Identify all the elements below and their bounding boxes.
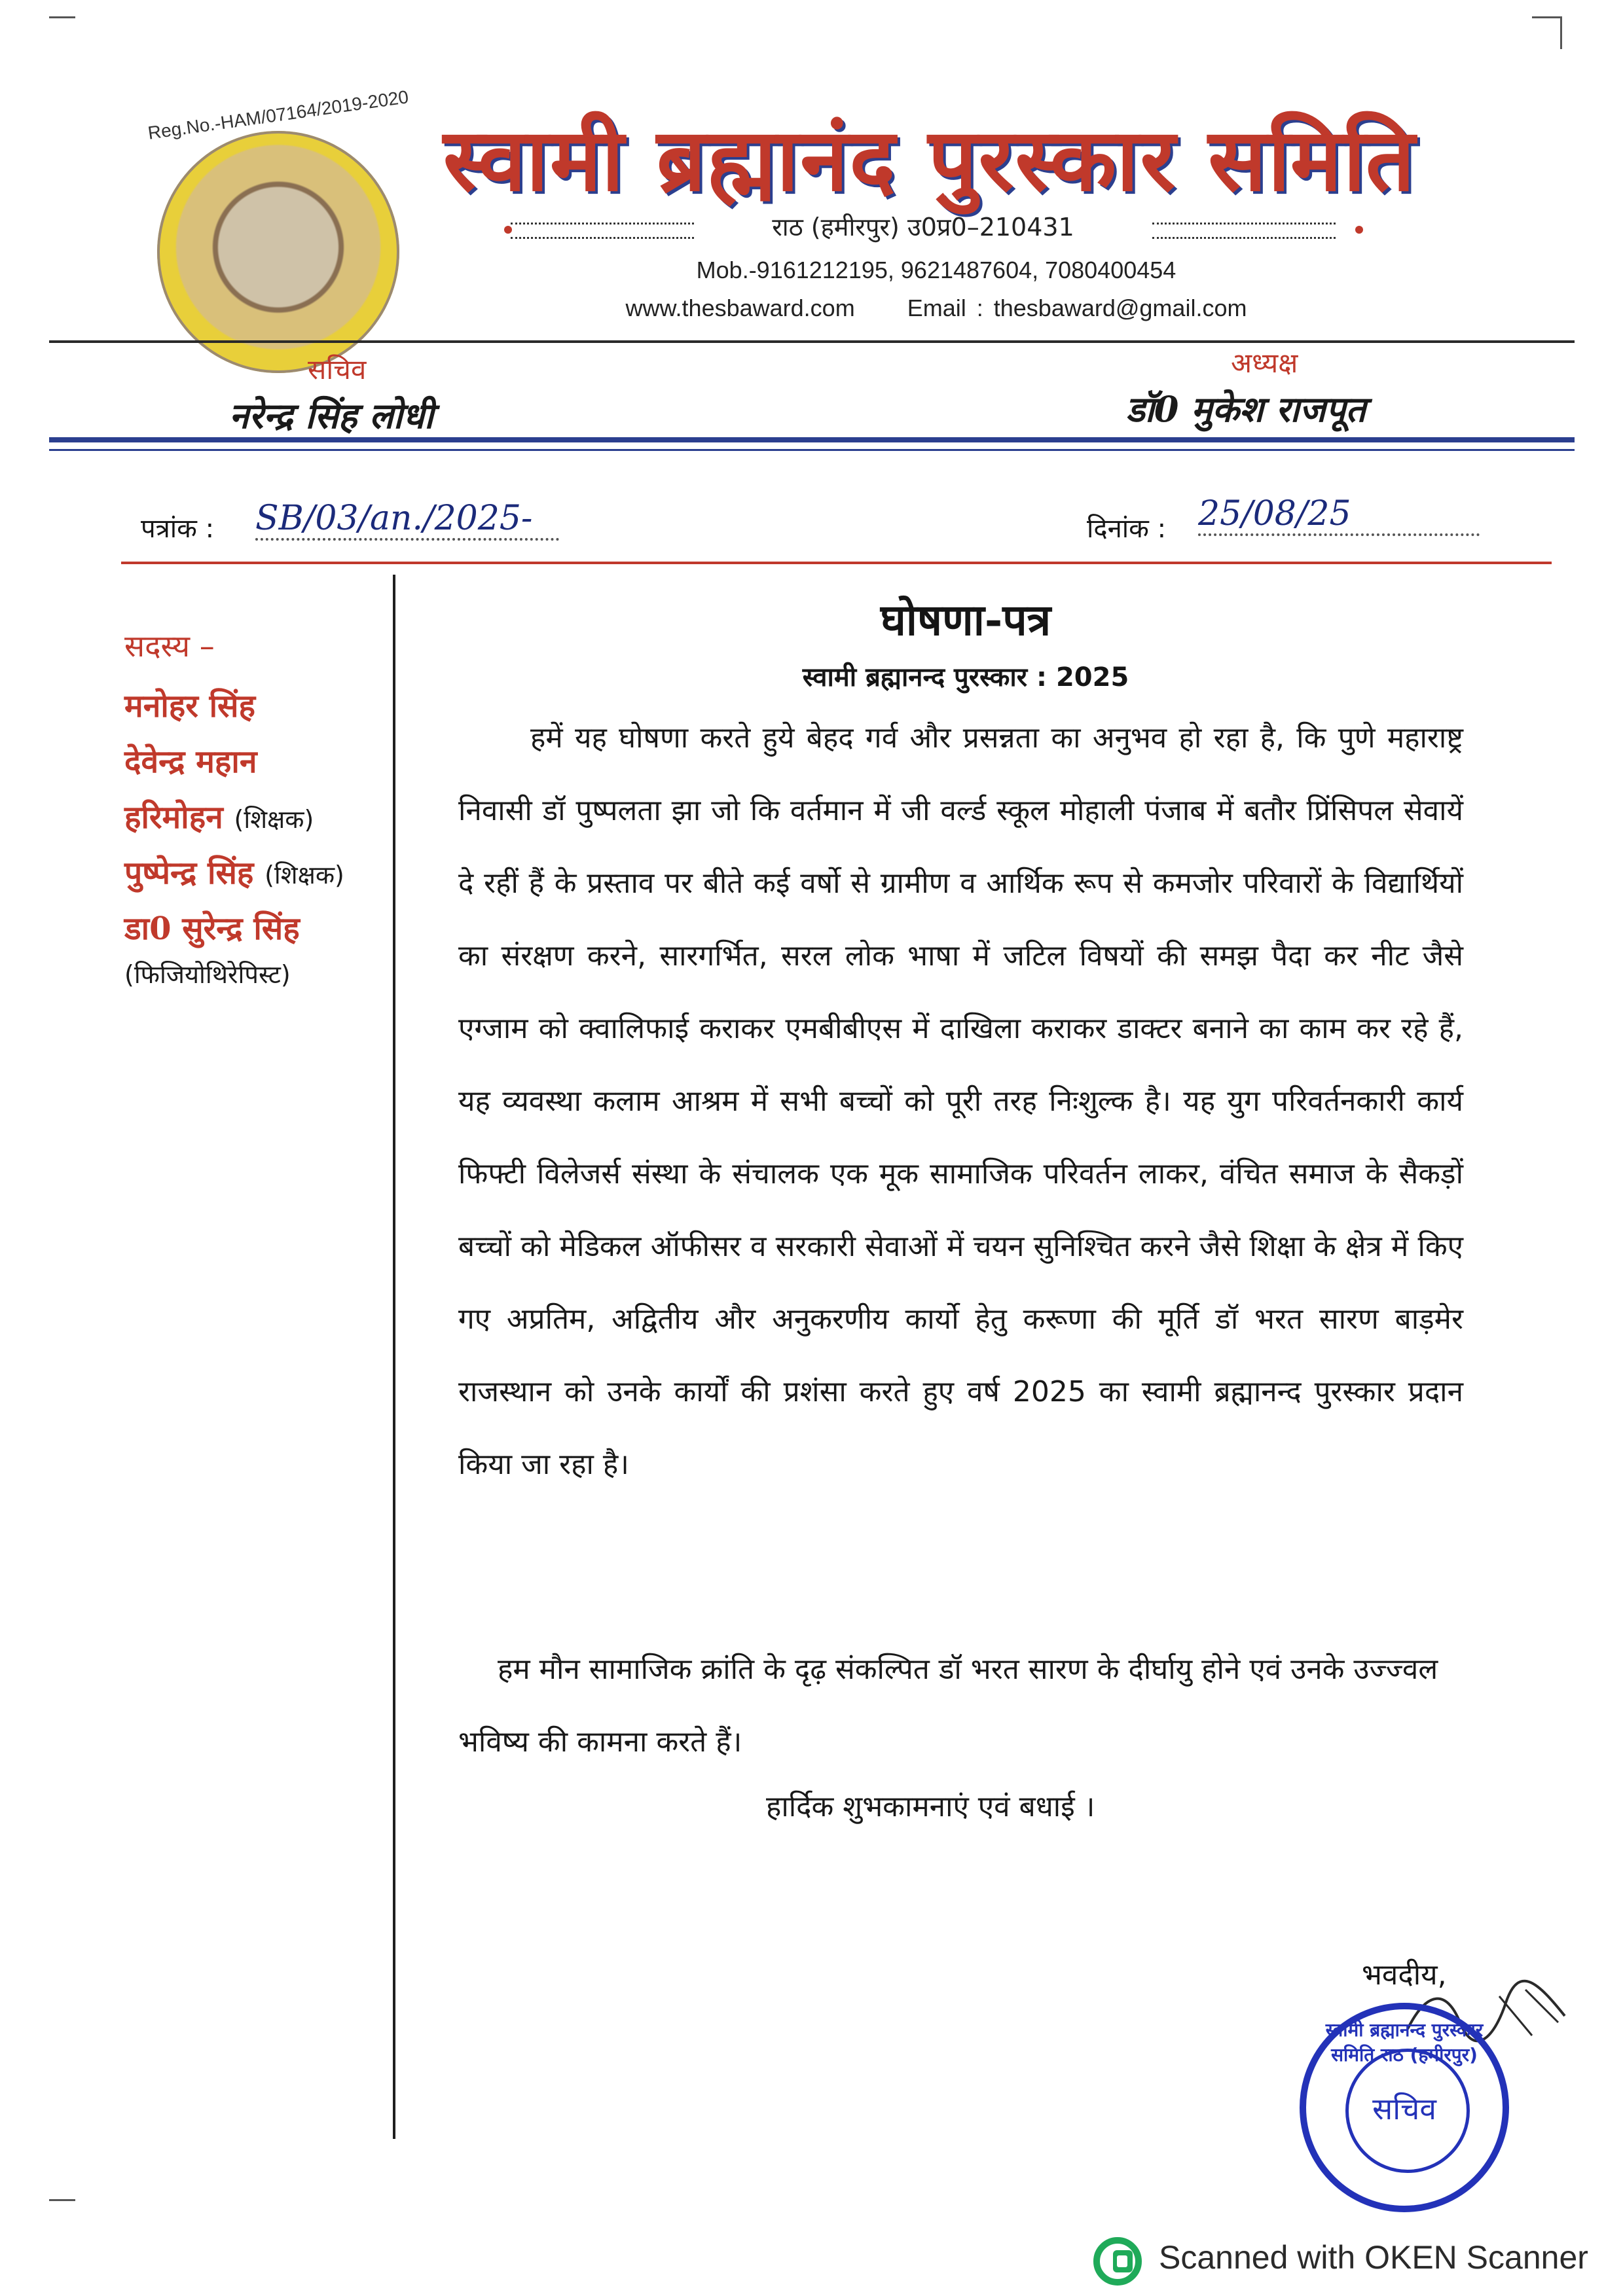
reference-number-label: पत्रांक : — [141, 514, 215, 544]
member-item — [124, 795, 314, 838]
organization-name: स्वामी ब्रह्मानंद पुरस्कार समिति — [443, 109, 1417, 211]
header-double-rule — [49, 449, 1575, 451]
scanner-watermark: Scanned with OKEN Scanner — [1159, 2239, 1588, 2276]
scan-corner-mark — [1532, 16, 1561, 18]
member-name: पुष्पेन्द्र सिंह — [124, 855, 254, 891]
member-name: देवेन्द्र महान — [124, 744, 257, 780]
secretary-stamp — [1300, 2003, 1509, 2212]
scan-corner-mark — [49, 16, 75, 18]
member-item — [124, 851, 344, 893]
email-link[interactable]: thesbaward@gmail.com — [993, 295, 1247, 321]
member-item — [124, 740, 257, 782]
organization-seal-logo — [146, 86, 410, 373]
organization-contact-web — [498, 295, 1375, 322]
sign-off: भवदीय, — [1362, 1958, 1447, 1992]
oken-scanner-logo-icon — [1093, 2237, 1142, 2286]
member-name: मनोहर सिंह — [124, 688, 255, 725]
decorative-bullet — [1355, 226, 1363, 234]
organization-phone-numbers: Mob.-9161212195, 9621487604, 7080400454 — [696, 257, 1176, 283]
secretary-title: सचिव — [308, 353, 367, 386]
registration-number: Reg.No.-HAM/07164/2019-2020 — [146, 86, 410, 143]
date-label: दिनांक : — [1087, 514, 1167, 544]
member-item — [124, 684, 255, 726]
member-role: (शिक्षक) — [234, 805, 314, 834]
closing-paragraph: हम मौन सामाजिक क्रांति के दृढ़ संकल्पित डॉ भरत सारण के दीर्घायु होने एवं उनके उज्ज्वल भविष्य की कामना करते हैं। — [458, 1653, 1438, 1759]
members-heading: सदस्य – — [124, 628, 215, 664]
decorative-bullet — [504, 226, 512, 234]
stamp-ring-text: स्वामी ब्रह्मानन्द पुरस्कार समिति राठ (हमीरपुर) — [1325, 2019, 1484, 2066]
decorative-dotted-line — [1152, 223, 1336, 224]
organization-address: राठ (हमीरपुर) उ0प्र0–210431 — [772, 213, 1074, 242]
column-divider — [393, 575, 395, 2139]
member-name: डा0 सुरेन्द्र सिंह — [124, 910, 300, 947]
member-role: (शिक्षक) — [264, 861, 344, 889]
stamp-center-text: सचिव — [1372, 2091, 1436, 2126]
document-subtitle: स्वामी ब्रह्मानन्द पुरस्कार : 2025 — [802, 662, 1129, 692]
member-role: (फिजियोथिरेपिस्ट) — [124, 960, 291, 989]
reference-rule — [121, 562, 1552, 564]
scan-corner-mark — [49, 2199, 75, 2201]
header-rule — [49, 340, 1575, 343]
member-item — [124, 906, 300, 949]
website-link[interactable]: www.thesbaward.com — [625, 295, 855, 321]
decorative-dotted-line — [511, 237, 694, 239]
member-name: हरिमोहन — [124, 799, 223, 836]
decorative-dotted-line — [1152, 237, 1336, 239]
greeting-line: हार्दिक शुभकामनाएं एवं बधाई । — [766, 1790, 1095, 1823]
document-title: घोषणा-पत्र — [880, 594, 1051, 645]
decorative-dotted-line — [511, 223, 694, 224]
header-double-rule — [49, 437, 1575, 442]
reference-number-value: SB/03/an./2025- — [255, 499, 559, 541]
secretary-name: नरेन्द्र सिंह लोधी — [229, 395, 433, 437]
date-value: 25/08/25 — [1198, 494, 1480, 536]
president-name: डॉ0 मुकेश राजपूत — [1126, 388, 1366, 430]
president-title: अध्यक्ष — [1231, 347, 1298, 379]
scan-corner-mark — [1560, 16, 1562, 49]
body-paragraph: हमें यह घोषणा करते हुये बेहद गर्व और प्रसन्नता का अनुभव हो रहा है, कि पुणे महाराष्ट्र निवासी डॉ पुष्पलता झा जो कि वर्तमान में जी वर्ल्ड स्कूल मोहाली पंजाब में बतौर प्रिंसिपल सेवायें दे रहीं हैं के प्रस्ताव पर बीते कई वर्षो से ग्रामीण व आर्थिक रूप से कमजोर परिवारों के विद्यार्थियों का संरक्षण करने, सारगर्भित, सरल लोक भाषा में जटिल विषयों की समझ पैदा कर नीट जैसे एग्जाम को क्वालिफाई कराकर एमबीबीएस में दाखिला कराकर डाक्टर बनाने का काम कर रहे हैं, यह व्यवस्था कलाम आश्रम में सभी बच्चों को पूरी तरह निःशुल्क है। यह युग परिवर्तनकारी कार्य फिफ्टी विलेजर्स संस्था के संचालक एक मूक सामाजिक परिवर्तन लाकर, वंचित समाज के सैकड़ों बच्चों को मेडिकल ऑफीसर व सरकारी सेवाओं में चयन सुनिश्चित करने जैसे शिक्षा के क्षेत्र में किए गए अप्रतिम, अद्वितीय और अनुकरणीय कार्यो हेतु करूणा की मूर्ति डॉ भरत सारण बाड़मेर राजस्थान को उनके कार्यों की प्रशंसा करते हुए वर्ष 2025 का स्वामी ब्रह्मानन्द पुरस्कार प्रदान किया जा रहा है। — [458, 721, 1463, 1481]
email-label: Email : — [907, 295, 983, 321]
